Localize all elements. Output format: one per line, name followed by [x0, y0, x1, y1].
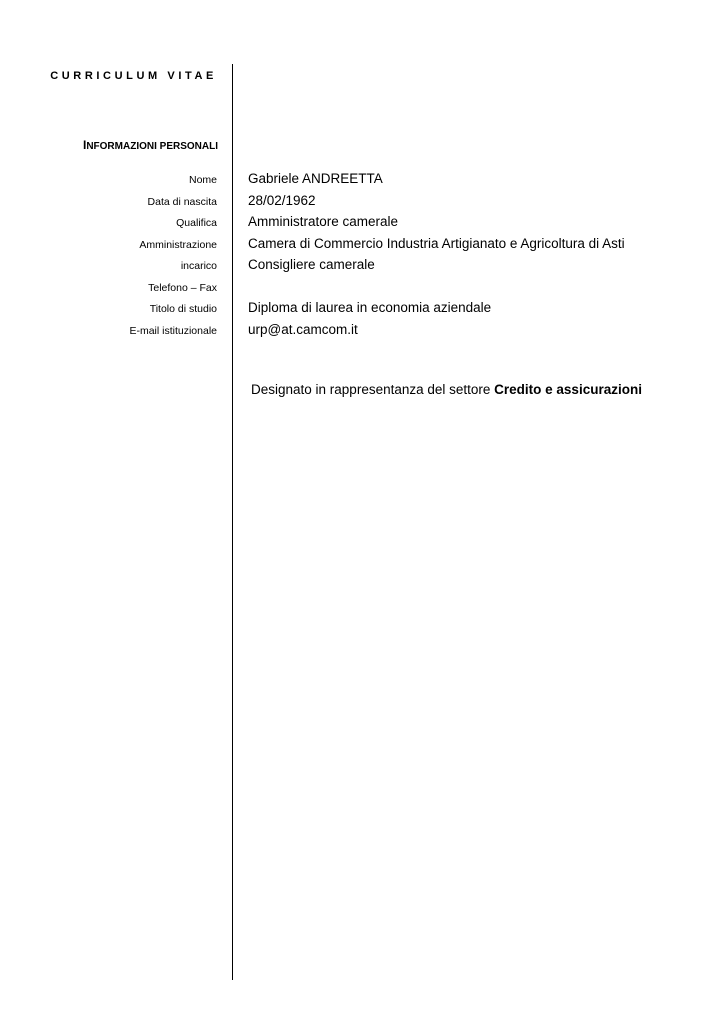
document-title: CURRICULUM VITAE [50, 70, 217, 82]
label-qualifica: Qualifica [176, 217, 217, 229]
label-incarico: incarico [180, 260, 217, 272]
section-heading-rest: NFORMAZIONI PERSONALI [86, 141, 218, 152]
section-heading-initial: I [82, 138, 87, 152]
value-data-di-nascita: 28/02/1962 [248, 192, 316, 208]
value-amministrazione: Camera di Commercio Industria Artigianato e Agricoltura di Asti [248, 235, 625, 251]
section-heading-personal-info [83, 138, 218, 152]
designation-note [251, 382, 642, 397]
label-titolo-di-studio: Titolo di studio [149, 303, 217, 315]
value-email-istituzionale: urp@at.camcom.it [248, 321, 358, 337]
label-amministrazione: Amministrazione [139, 238, 217, 251]
value-telefono-fax [248, 276, 708, 298]
column-divider [232, 64, 233, 980]
value-column [248, 168, 708, 340]
label-telefono-fax: Telefono – Fax [148, 281, 217, 294]
designation-note-text: Designato in rappresentanza del settore [251, 382, 495, 397]
value-incarico: Consigliere camerale [248, 257, 375, 272]
value-titolo-di-studio: Diploma di laurea in economia aziendale [248, 300, 492, 315]
value-qualifica: Amministratore camerale [248, 214, 399, 229]
value-nome: Gabriele ANDREETTA [248, 171, 383, 186]
label-data-di-nascita: Data di nascita [147, 195, 217, 208]
label-column [17, 170, 217, 342]
label-nome: Nome [188, 174, 217, 186]
label-email-istituzionale: E-mail istituzionale [129, 324, 217, 337]
designation-sector: Credito e assicurazioni [494, 382, 642, 397]
